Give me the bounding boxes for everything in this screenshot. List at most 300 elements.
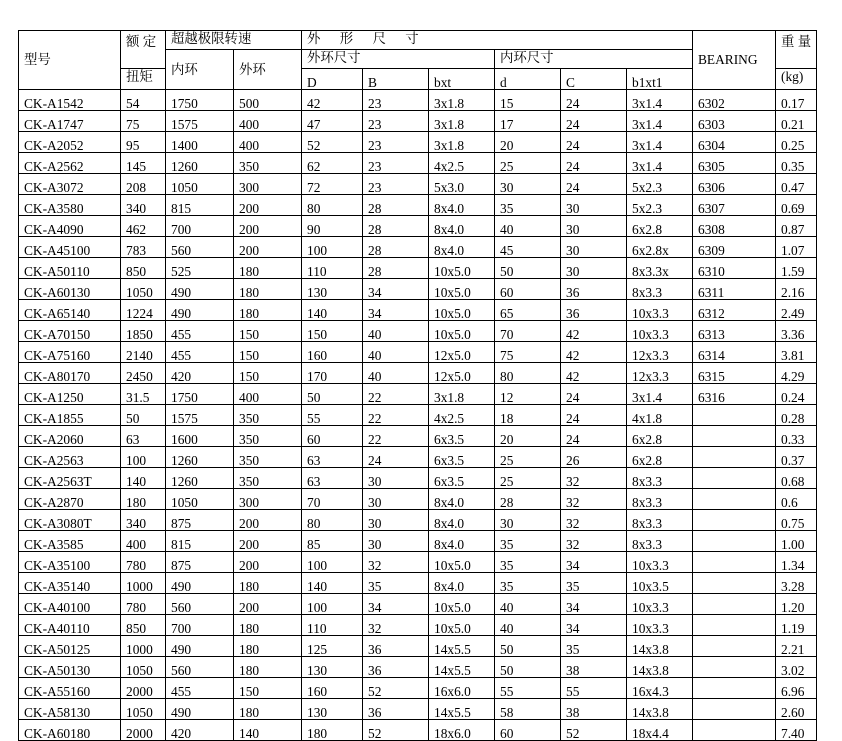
cell-outer-ring-speed: 200 bbox=[234, 552, 302, 573]
cell-weight: 1.00 bbox=[776, 531, 817, 552]
cell-outer-bxt: 10x5.0 bbox=[429, 552, 495, 573]
cell-rated-torque: 140 bbox=[121, 468, 166, 489]
cell-model: CK-A50110 bbox=[19, 258, 121, 279]
cell-outer-D: 100 bbox=[302, 552, 363, 573]
cell-inner-d: 20 bbox=[495, 132, 561, 153]
cell-inner-ring-speed: 1575 bbox=[166, 405, 234, 426]
cell-weight: 1.34 bbox=[776, 552, 817, 573]
cell-inner-b1xt1: 12x3.3 bbox=[627, 342, 693, 363]
cell-bearing bbox=[693, 489, 776, 510]
cell-inner-C: 24 bbox=[561, 111, 627, 132]
cell-inner-C: 42 bbox=[561, 342, 627, 363]
cell-weight: 1.20 bbox=[776, 594, 817, 615]
cell-inner-d: 25 bbox=[495, 153, 561, 174]
cell-outer-B: 23 bbox=[363, 90, 429, 111]
cell-inner-C: 30 bbox=[561, 216, 627, 237]
cell-outer-D: 140 bbox=[302, 300, 363, 321]
cell-outer-B: 28 bbox=[363, 195, 429, 216]
cell-rated-torque: 2000 bbox=[121, 720, 166, 741]
cell-outer-B: 40 bbox=[363, 342, 429, 363]
cell-model: CK-A2563T bbox=[19, 468, 121, 489]
cell-inner-ring-speed: 455 bbox=[166, 321, 234, 342]
cell-outer-ring-speed: 180 bbox=[234, 258, 302, 279]
cell-inner-ring-speed: 815 bbox=[166, 531, 234, 552]
cell-outer-ring-speed: 180 bbox=[234, 699, 302, 720]
cell-weight: 1.59 bbox=[776, 258, 817, 279]
cell-outer-ring-speed: 140 bbox=[234, 720, 302, 741]
cell-model: CK-A2052 bbox=[19, 132, 121, 153]
cell-bearing: 6313 bbox=[693, 321, 776, 342]
cell-model: CK-A75160 bbox=[19, 342, 121, 363]
cell-outer-bxt: 4x2.5 bbox=[429, 405, 495, 426]
cell-model: CK-A60130 bbox=[19, 279, 121, 300]
cell-outer-B: 36 bbox=[363, 657, 429, 678]
cell-outer-B: 22 bbox=[363, 405, 429, 426]
cell-outer-D: 47 bbox=[302, 111, 363, 132]
cell-outer-B: 32 bbox=[363, 552, 429, 573]
cell-model: CK-A35100 bbox=[19, 552, 121, 573]
cell-inner-C: 34 bbox=[561, 615, 627, 636]
cell-inner-C: 38 bbox=[561, 657, 627, 678]
cell-weight: 2.49 bbox=[776, 300, 817, 321]
cell-outer-ring-speed: 200 bbox=[234, 594, 302, 615]
cell-inner-ring-speed: 700 bbox=[166, 216, 234, 237]
cell-bearing bbox=[693, 447, 776, 468]
cell-outer-B: 30 bbox=[363, 531, 429, 552]
table-row bbox=[19, 594, 817, 615]
cell-model: CK-A1855 bbox=[19, 405, 121, 426]
cell-rated-torque: 400 bbox=[121, 531, 166, 552]
cell-inner-C: 24 bbox=[561, 426, 627, 447]
cell-bearing bbox=[693, 552, 776, 573]
cell-inner-b1xt1: 8x3.3 bbox=[627, 510, 693, 531]
table-row bbox=[19, 216, 817, 237]
table-row bbox=[19, 342, 817, 363]
cell-inner-b1xt1: 10x3.3 bbox=[627, 300, 693, 321]
cell-outer-D: 130 bbox=[302, 699, 363, 720]
cell-weight: 0.28 bbox=[776, 405, 817, 426]
table-row bbox=[19, 699, 817, 720]
cell-outer-D: 70 bbox=[302, 489, 363, 510]
cell-outer-bxt: 3x1.8 bbox=[429, 384, 495, 405]
cell-rated-torque: 780 bbox=[121, 552, 166, 573]
cell-outer-bxt: 10x5.0 bbox=[429, 615, 495, 636]
cell-model: CK-A60180 bbox=[19, 720, 121, 741]
cell-inner-d: 35 bbox=[495, 531, 561, 552]
cell-weight: 0.17 bbox=[776, 90, 817, 111]
cell-outer-ring-speed: 180 bbox=[234, 657, 302, 678]
cell-outer-ring-speed: 200 bbox=[234, 195, 302, 216]
cell-outer-D: 80 bbox=[302, 195, 363, 216]
table-row bbox=[19, 636, 817, 657]
cell-inner-b1xt1: 14x3.8 bbox=[627, 657, 693, 678]
cell-weight: 0.24 bbox=[776, 384, 817, 405]
cell-model: CK-A3585 bbox=[19, 531, 121, 552]
cell-model: CK-A45100 bbox=[19, 237, 121, 258]
cell-outer-bxt: 3x1.8 bbox=[429, 132, 495, 153]
cell-model: CK-A65140 bbox=[19, 300, 121, 321]
header-col-D: D bbox=[302, 69, 363, 90]
cell-outer-B: 35 bbox=[363, 573, 429, 594]
cell-inner-ring-speed: 1260 bbox=[166, 153, 234, 174]
cell-inner-d: 25 bbox=[495, 447, 561, 468]
cell-inner-b1xt1: 3x1.4 bbox=[627, 153, 693, 174]
cell-outer-bxt: 4x2.5 bbox=[429, 153, 495, 174]
cell-outer-B: 36 bbox=[363, 636, 429, 657]
cell-inner-d: 35 bbox=[495, 573, 561, 594]
cell-outer-D: 60 bbox=[302, 426, 363, 447]
cell-outer-D: 62 bbox=[302, 153, 363, 174]
cell-inner-C: 36 bbox=[561, 279, 627, 300]
cell-rated-torque: 2450 bbox=[121, 363, 166, 384]
cell-weight: 0.69 bbox=[776, 195, 817, 216]
cell-model: CK-A2562 bbox=[19, 153, 121, 174]
cell-outer-B: 30 bbox=[363, 510, 429, 531]
cell-inner-ring-speed: 455 bbox=[166, 678, 234, 699]
cell-outer-B: 22 bbox=[363, 426, 429, 447]
cell-rated-torque: 850 bbox=[121, 258, 166, 279]
cell-outer-ring-speed: 350 bbox=[234, 468, 302, 489]
cell-weight: 3.02 bbox=[776, 657, 817, 678]
cell-outer-ring-speed: 300 bbox=[234, 174, 302, 195]
cell-outer-B: 23 bbox=[363, 132, 429, 153]
cell-rated-torque: 50 bbox=[121, 405, 166, 426]
cell-outer-ring-speed: 200 bbox=[234, 216, 302, 237]
cell-weight: 0.21 bbox=[776, 111, 817, 132]
cell-weight: 3.81 bbox=[776, 342, 817, 363]
cell-inner-ring-speed: 1400 bbox=[166, 132, 234, 153]
cell-outer-B: 22 bbox=[363, 384, 429, 405]
cell-inner-C: 32 bbox=[561, 468, 627, 489]
cell-outer-bxt: 12x5.0 bbox=[429, 363, 495, 384]
cell-outer-bxt: 6x3.5 bbox=[429, 468, 495, 489]
cell-inner-b1xt1: 14x3.8 bbox=[627, 636, 693, 657]
cell-outer-B: 28 bbox=[363, 237, 429, 258]
cell-inner-C: 38 bbox=[561, 699, 627, 720]
cell-outer-D: 80 bbox=[302, 510, 363, 531]
cell-inner-b1xt1: 5x2.3 bbox=[627, 174, 693, 195]
cell-inner-ring-speed: 490 bbox=[166, 279, 234, 300]
table-row bbox=[19, 363, 817, 384]
cell-inner-b1xt1: 18x4.4 bbox=[627, 720, 693, 741]
table-row bbox=[19, 111, 817, 132]
cell-inner-d: 18 bbox=[495, 405, 561, 426]
cell-inner-d: 45 bbox=[495, 237, 561, 258]
header-rated-torque-line1: 额 定 bbox=[121, 31, 166, 69]
cell-outer-ring-speed: 150 bbox=[234, 678, 302, 699]
cell-model: CK-A40100 bbox=[19, 594, 121, 615]
cell-rated-torque: 31.5 bbox=[121, 384, 166, 405]
table-row bbox=[19, 90, 817, 111]
cell-outer-ring-speed: 180 bbox=[234, 636, 302, 657]
cell-inner-C: 24 bbox=[561, 174, 627, 195]
cell-outer-D: 63 bbox=[302, 468, 363, 489]
cell-bearing bbox=[693, 405, 776, 426]
cell-inner-d: 30 bbox=[495, 174, 561, 195]
cell-inner-C: 24 bbox=[561, 384, 627, 405]
cell-bearing bbox=[693, 510, 776, 531]
cell-inner-ring-speed: 420 bbox=[166, 363, 234, 384]
table-row bbox=[19, 132, 817, 153]
cell-inner-d: 50 bbox=[495, 258, 561, 279]
cell-outer-ring-speed: 350 bbox=[234, 405, 302, 426]
cell-rated-torque: 780 bbox=[121, 594, 166, 615]
cell-outer-B: 36 bbox=[363, 699, 429, 720]
header-outer-ring: 外环 bbox=[234, 50, 302, 90]
cell-bearing bbox=[693, 657, 776, 678]
cell-bearing bbox=[693, 699, 776, 720]
cell-inner-b1xt1: 6x2.8 bbox=[627, 447, 693, 468]
cell-inner-C: 34 bbox=[561, 552, 627, 573]
table-row bbox=[19, 447, 817, 468]
cell-bearing: 6305 bbox=[693, 153, 776, 174]
table-row bbox=[19, 195, 817, 216]
cell-inner-d: 55 bbox=[495, 678, 561, 699]
cell-outer-D: 125 bbox=[302, 636, 363, 657]
cell-model: CK-A3080T bbox=[19, 510, 121, 531]
cell-bearing bbox=[693, 615, 776, 636]
cell-inner-ring-speed: 1750 bbox=[166, 90, 234, 111]
cell-weight: 1.07 bbox=[776, 237, 817, 258]
cell-model: CK-A50125 bbox=[19, 636, 121, 657]
cell-outer-bxt: 14x5.5 bbox=[429, 657, 495, 678]
cell-inner-b1xt1: 10x3.5 bbox=[627, 573, 693, 594]
cell-rated-torque: 95 bbox=[121, 132, 166, 153]
cell-inner-ring-speed: 875 bbox=[166, 552, 234, 573]
cell-model: CK-A2563 bbox=[19, 447, 121, 468]
cell-model: CK-A80170 bbox=[19, 363, 121, 384]
cell-bearing: 6309 bbox=[693, 237, 776, 258]
cell-outer-ring-speed: 180 bbox=[234, 573, 302, 594]
cell-bearing bbox=[693, 594, 776, 615]
cell-inner-C: 32 bbox=[561, 489, 627, 510]
cell-inner-b1xt1: 8x3.3 bbox=[627, 489, 693, 510]
cell-inner-ring-speed: 1050 bbox=[166, 174, 234, 195]
cell-inner-b1xt1: 8x3.3 bbox=[627, 531, 693, 552]
cell-bearing: 6310 bbox=[693, 258, 776, 279]
cell-weight: 2.60 bbox=[776, 699, 817, 720]
cell-inner-b1xt1: 6x2.8x bbox=[627, 237, 693, 258]
cell-inner-b1xt1: 8x3.3 bbox=[627, 468, 693, 489]
cell-inner-b1xt1: 8x3.3 bbox=[627, 279, 693, 300]
cell-bearing bbox=[693, 573, 776, 594]
cell-inner-C: 30 bbox=[561, 195, 627, 216]
cell-inner-b1xt1: 3x1.4 bbox=[627, 111, 693, 132]
header-row-1 bbox=[19, 31, 817, 50]
cell-bearing bbox=[693, 468, 776, 489]
cell-bearing bbox=[693, 720, 776, 741]
cell-inner-d: 20 bbox=[495, 426, 561, 447]
cell-rated-torque: 462 bbox=[121, 216, 166, 237]
cell-inner-b1xt1: 3x1.4 bbox=[627, 384, 693, 405]
cell-outer-bxt: 8x4.0 bbox=[429, 510, 495, 531]
cell-outer-bxt: 12x5.0 bbox=[429, 342, 495, 363]
cell-outer-B: 52 bbox=[363, 720, 429, 741]
cell-inner-C: 35 bbox=[561, 636, 627, 657]
header-overrun-speed: 超越极限转速 bbox=[166, 31, 302, 50]
cell-rated-torque: 1224 bbox=[121, 300, 166, 321]
cell-rated-torque: 340 bbox=[121, 510, 166, 531]
cell-inner-ring-speed: 875 bbox=[166, 510, 234, 531]
table-row bbox=[19, 426, 817, 447]
cell-inner-C: 34 bbox=[561, 594, 627, 615]
cell-outer-ring-speed: 150 bbox=[234, 342, 302, 363]
cell-rated-torque: 100 bbox=[121, 447, 166, 468]
cell-outer-B: 23 bbox=[363, 153, 429, 174]
cell-rated-torque: 1850 bbox=[121, 321, 166, 342]
cell-inner-C: 24 bbox=[561, 132, 627, 153]
cell-outer-ring-speed: 500 bbox=[234, 90, 302, 111]
cell-inner-ring-speed: 560 bbox=[166, 237, 234, 258]
cell-weight: 2.16 bbox=[776, 279, 817, 300]
cell-weight: 3.36 bbox=[776, 321, 817, 342]
cell-bearing: 6315 bbox=[693, 363, 776, 384]
header-inner-ring-dims: 内环尺寸 bbox=[495, 50, 693, 69]
cell-weight: 0.47 bbox=[776, 174, 817, 195]
cell-model: CK-A1542 bbox=[19, 90, 121, 111]
cell-inner-b1xt1: 3x1.4 bbox=[627, 90, 693, 111]
cell-weight: 3.28 bbox=[776, 573, 817, 594]
cell-model: CK-A3072 bbox=[19, 174, 121, 195]
cell-outer-B: 30 bbox=[363, 468, 429, 489]
cell-outer-B: 34 bbox=[363, 300, 429, 321]
cell-inner-b1xt1: 4x1.8 bbox=[627, 405, 693, 426]
cell-outer-bxt: 5x3.0 bbox=[429, 174, 495, 195]
cell-weight: 0.33 bbox=[776, 426, 817, 447]
cell-model: CK-A1250 bbox=[19, 384, 121, 405]
cell-outer-D: 72 bbox=[302, 174, 363, 195]
cell-inner-d: 60 bbox=[495, 279, 561, 300]
table-row bbox=[19, 405, 817, 426]
cell-inner-d: 58 bbox=[495, 699, 561, 720]
cell-weight: 0.25 bbox=[776, 132, 817, 153]
cell-inner-b1xt1: 10x3.3 bbox=[627, 321, 693, 342]
cell-outer-ring-speed: 180 bbox=[234, 615, 302, 636]
cell-bearing bbox=[693, 636, 776, 657]
cell-bearing: 6307 bbox=[693, 195, 776, 216]
cell-outer-bxt: 14x5.5 bbox=[429, 699, 495, 720]
cell-inner-d: 40 bbox=[495, 615, 561, 636]
cell-weight: 0.87 bbox=[776, 216, 817, 237]
cell-inner-ring-speed: 490 bbox=[166, 573, 234, 594]
cell-inner-C: 26 bbox=[561, 447, 627, 468]
table-row bbox=[19, 153, 817, 174]
cell-inner-d: 70 bbox=[495, 321, 561, 342]
cell-inner-C: 36 bbox=[561, 300, 627, 321]
cell-inner-C: 24 bbox=[561, 405, 627, 426]
cell-inner-b1xt1: 8x3.3x bbox=[627, 258, 693, 279]
cell-outer-D: 160 bbox=[302, 678, 363, 699]
cell-outer-D: 140 bbox=[302, 573, 363, 594]
cell-outer-ring-speed: 200 bbox=[234, 531, 302, 552]
cell-outer-D: 52 bbox=[302, 132, 363, 153]
cell-outer-bxt: 8x4.0 bbox=[429, 489, 495, 510]
cell-inner-C: 32 bbox=[561, 531, 627, 552]
cell-inner-b1xt1: 10x3.3 bbox=[627, 594, 693, 615]
cell-outer-D: 63 bbox=[302, 447, 363, 468]
cell-outer-bxt: 8x4.0 bbox=[429, 531, 495, 552]
cell-bearing bbox=[693, 678, 776, 699]
cell-weight: 0.6 bbox=[776, 489, 817, 510]
cell-inner-ring-speed: 490 bbox=[166, 699, 234, 720]
cell-outer-D: 160 bbox=[302, 342, 363, 363]
cell-outer-D: 100 bbox=[302, 594, 363, 615]
header-weight-line1: 重 量 bbox=[776, 31, 817, 69]
table-row bbox=[19, 531, 817, 552]
header-col-b1xt1: b1xt1 bbox=[627, 69, 693, 90]
cell-outer-D: 170 bbox=[302, 363, 363, 384]
cell-outer-ring-speed: 350 bbox=[234, 426, 302, 447]
cell-outer-B: 34 bbox=[363, 279, 429, 300]
cell-rated-torque: 2140 bbox=[121, 342, 166, 363]
cell-inner-d: 60 bbox=[495, 720, 561, 741]
cell-model: CK-A50130 bbox=[19, 657, 121, 678]
cell-outer-B: 28 bbox=[363, 258, 429, 279]
cell-inner-d: 28 bbox=[495, 489, 561, 510]
cell-outer-ring-speed: 150 bbox=[234, 363, 302, 384]
table-row bbox=[19, 720, 817, 741]
cell-bearing: 6311 bbox=[693, 279, 776, 300]
cell-inner-b1xt1: 5x2.3 bbox=[627, 195, 693, 216]
cell-outer-D: 100 bbox=[302, 237, 363, 258]
cell-outer-B: 40 bbox=[363, 321, 429, 342]
cell-weight: 0.68 bbox=[776, 468, 817, 489]
cell-inner-ring-speed: 525 bbox=[166, 258, 234, 279]
cell-outer-D: 110 bbox=[302, 615, 363, 636]
cell-model: CK-A55160 bbox=[19, 678, 121, 699]
cell-outer-ring-speed: 400 bbox=[234, 132, 302, 153]
cell-inner-C: 30 bbox=[561, 258, 627, 279]
cell-outer-bxt: 14x5.5 bbox=[429, 636, 495, 657]
cell-inner-C: 42 bbox=[561, 363, 627, 384]
cell-inner-d: 40 bbox=[495, 594, 561, 615]
cell-rated-torque: 75 bbox=[121, 111, 166, 132]
cell-outer-bxt: 6x3.5 bbox=[429, 426, 495, 447]
cell-bearing: 6303 bbox=[693, 111, 776, 132]
cell-outer-ring-speed: 180 bbox=[234, 300, 302, 321]
cell-inner-d: 50 bbox=[495, 657, 561, 678]
cell-model: CK-A2060 bbox=[19, 426, 121, 447]
table-row bbox=[19, 657, 817, 678]
cell-rated-torque: 850 bbox=[121, 615, 166, 636]
cell-inner-d: 65 bbox=[495, 300, 561, 321]
cell-outer-D: 180 bbox=[302, 720, 363, 741]
cell-outer-D: 130 bbox=[302, 279, 363, 300]
table-row bbox=[19, 552, 817, 573]
cell-bearing: 6314 bbox=[693, 342, 776, 363]
cell-outer-ring-speed: 400 bbox=[234, 384, 302, 405]
cell-outer-bxt: 6x3.5 bbox=[429, 447, 495, 468]
cell-inner-d: 30 bbox=[495, 510, 561, 531]
cell-outer-B: 52 bbox=[363, 678, 429, 699]
cell-rated-torque: 1000 bbox=[121, 636, 166, 657]
cell-bearing: 6308 bbox=[693, 216, 776, 237]
header-outer-ring-dims: 外环尺寸 bbox=[302, 50, 495, 69]
cell-inner-ring-speed: 1050 bbox=[166, 489, 234, 510]
cell-outer-bxt: 10x5.0 bbox=[429, 594, 495, 615]
cell-inner-C: 35 bbox=[561, 573, 627, 594]
cell-inner-ring-speed: 455 bbox=[166, 342, 234, 363]
cell-outer-bxt: 10x5.0 bbox=[429, 300, 495, 321]
table-row bbox=[19, 258, 817, 279]
cell-rated-torque: 54 bbox=[121, 90, 166, 111]
table-row bbox=[19, 510, 817, 531]
cell-outer-D: 90 bbox=[302, 216, 363, 237]
cell-outer-D: 130 bbox=[302, 657, 363, 678]
header-dimensions: 外 形 尺 寸 bbox=[302, 31, 693, 50]
cell-bearing: 6306 bbox=[693, 174, 776, 195]
cell-weight: 0.35 bbox=[776, 153, 817, 174]
